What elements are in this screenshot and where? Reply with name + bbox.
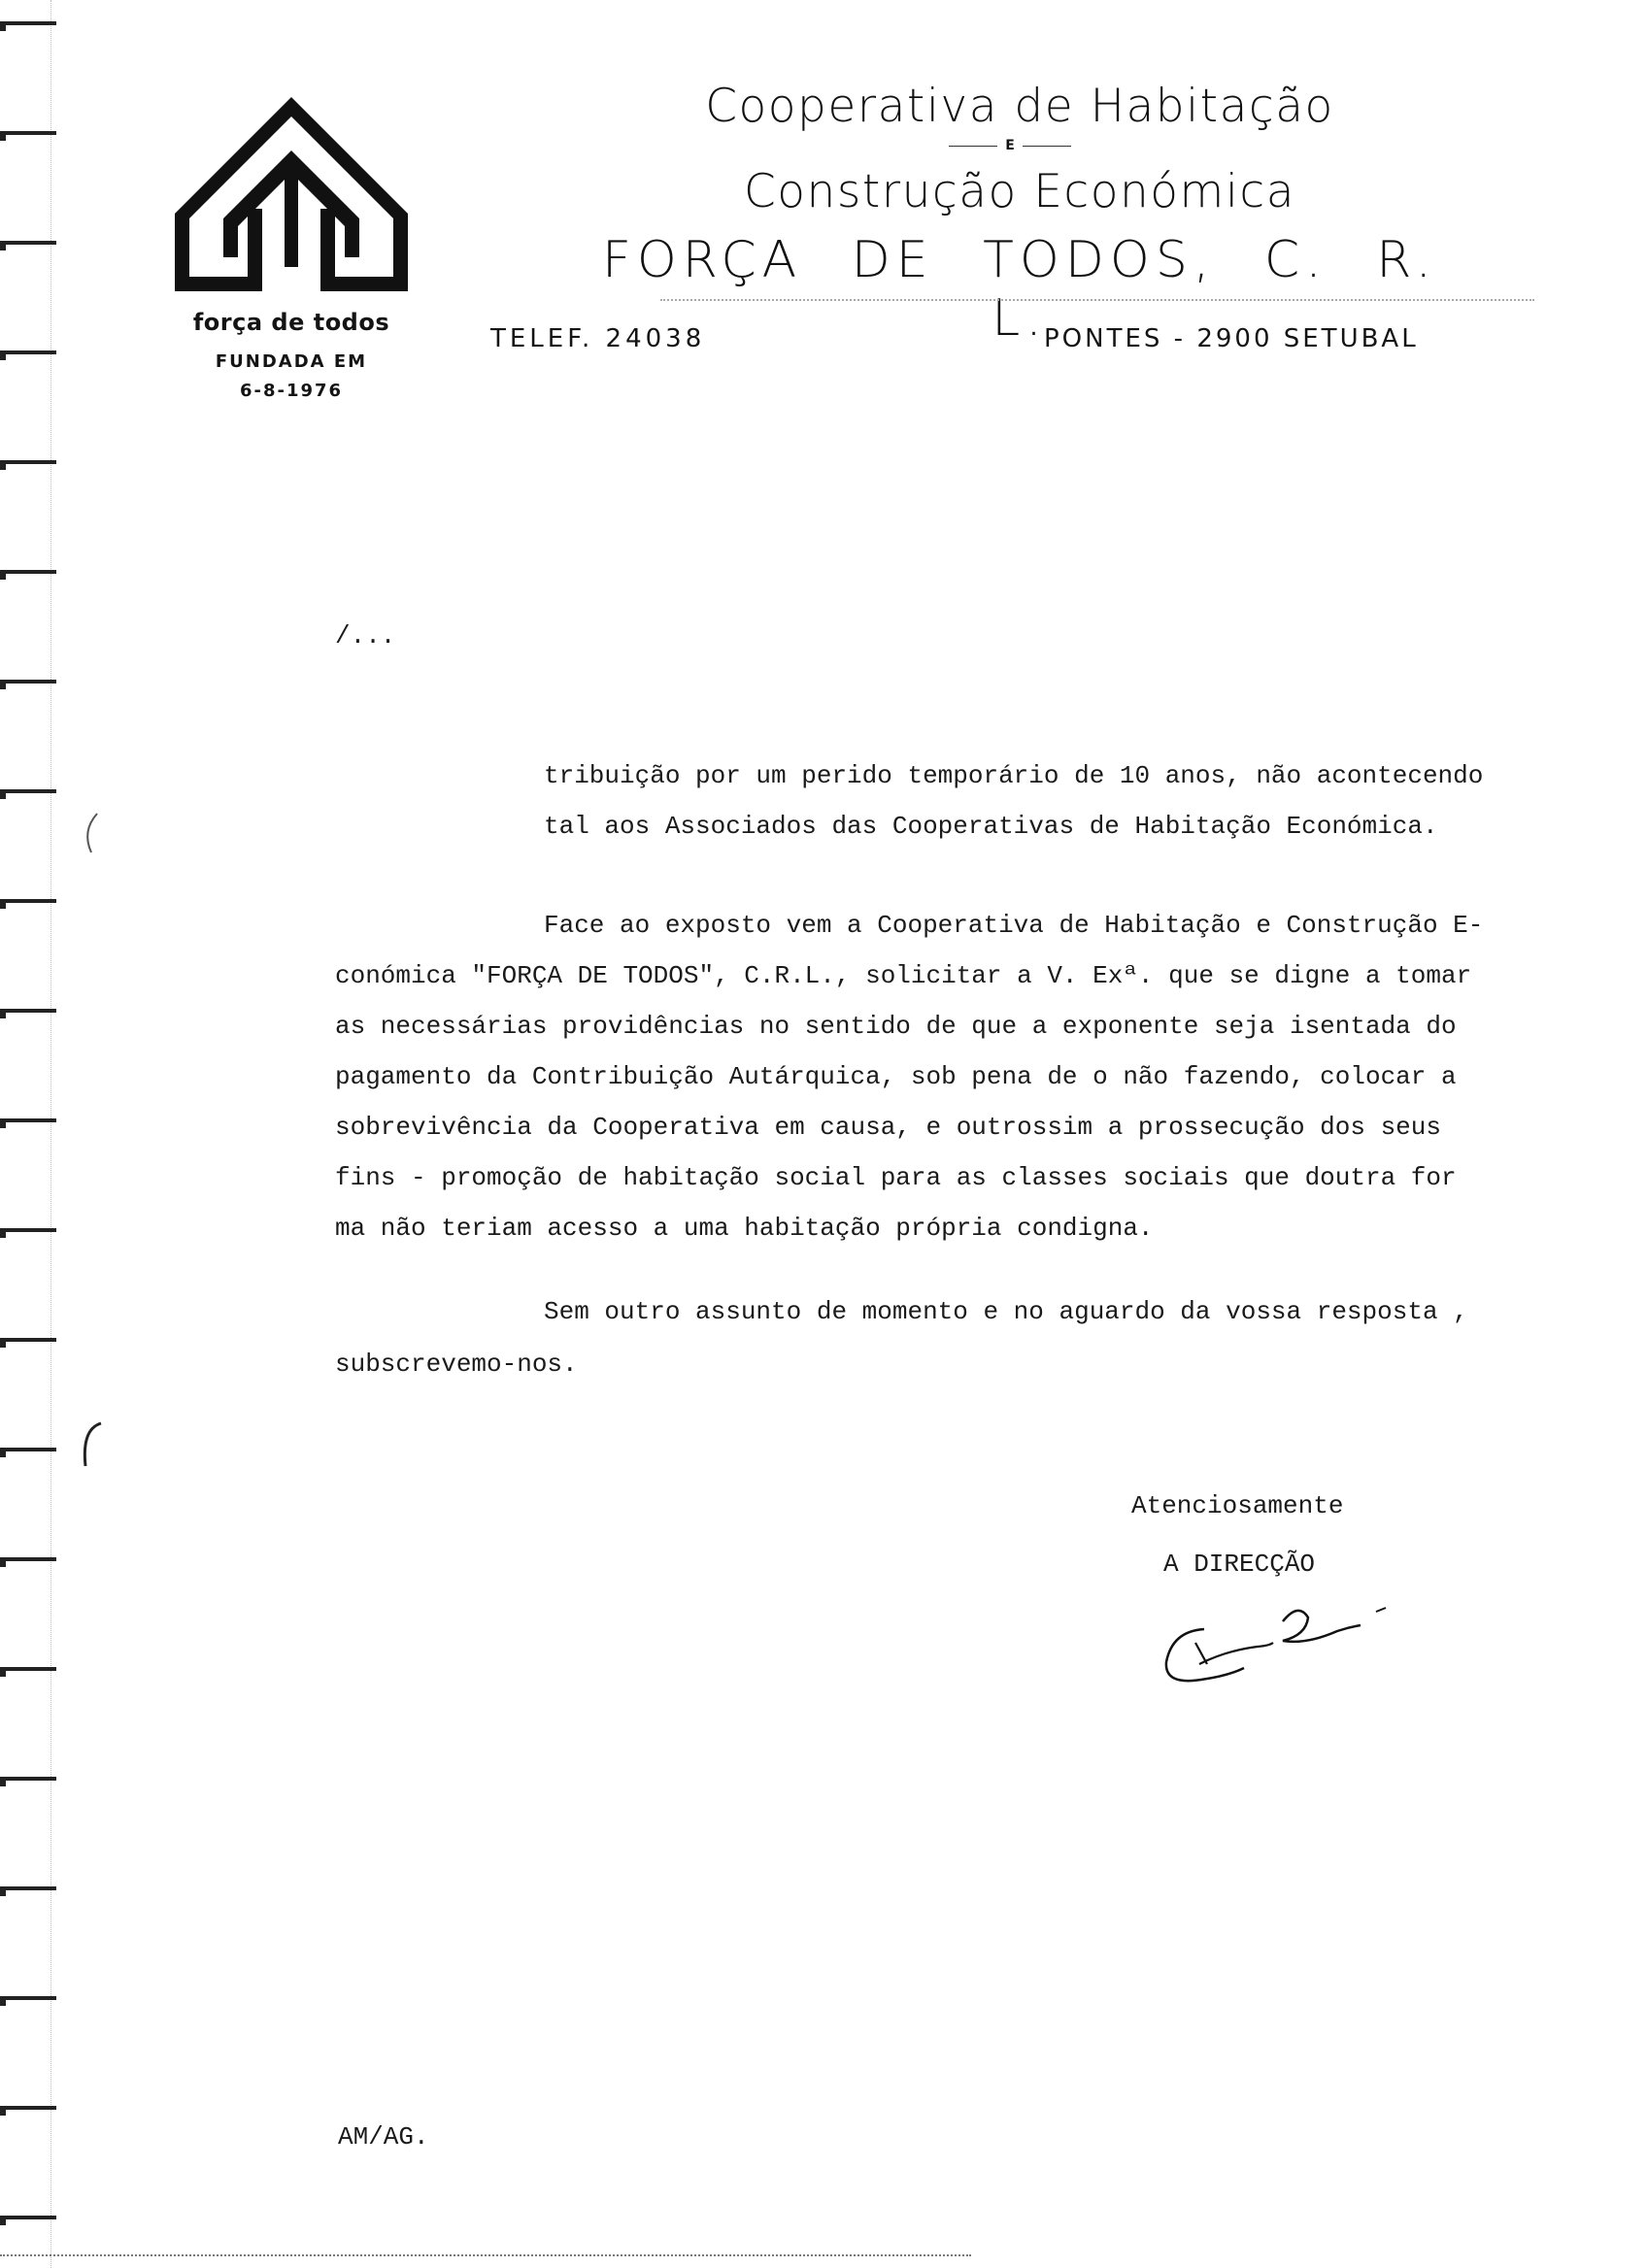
handwritten-signature (1160, 1592, 1403, 1699)
edge-mark (0, 1777, 56, 1781)
edge-dotted-line (50, 0, 51, 2268)
paragraph-2-line: ma não teriam acesso a uma habitação própria condigna. (335, 1214, 1154, 1243)
paragraph-2-line: pagamento da Contribuição Autárquica, sob pena de o não fazendo, colocar a (335, 1062, 1457, 1091)
cooperative-logo-icon (175, 92, 408, 306)
edge-mark (0, 21, 56, 25)
continuation-mark: /... (335, 621, 396, 650)
letterhead-line-1: Cooperativa de Habitação (705, 80, 1334, 133)
bottom-dotted-line (0, 2254, 971, 2256)
paragraph-2-line: fins - promoção de habitação social para as classes sociais que doutra for (335, 1163, 1457, 1192)
edge-mark (0, 1228, 56, 1232)
address: PONTES - 2900 SETUBAL (1044, 324, 1419, 353)
paragraph-2-line: Face ao exposto vem a Cooperativa de Habitação e Construção E- (544, 911, 1484, 940)
margin-mark (68, 1418, 126, 1476)
founded-date: 6-8-1976 (239, 381, 344, 401)
edge-mark (0, 1009, 56, 1013)
letterhead-rule (660, 299, 1534, 301)
founded-label: FUNDADA EM (215, 351, 368, 372)
paragraph-1-line: tal aos Associados das Cooperativas de Habitação Económica. (544, 812, 1438, 841)
edge-mark (0, 1118, 56, 1122)
edge-mark (0, 2106, 56, 2110)
edge-mark (0, 680, 56, 684)
edge-mark (0, 899, 56, 903)
edge-mark (0, 789, 56, 793)
phone-number: TELEF. 24038 (490, 324, 706, 353)
paragraph-3-line: subscrevemo-nos. (335, 1350, 578, 1379)
edge-mark (0, 1667, 56, 1671)
signatory: A DIRECÇÃO (1163, 1550, 1316, 1579)
reference-initials: AM/AG. (338, 2122, 429, 2151)
edge-mark (0, 350, 56, 354)
paragraph-3-line: Sem outro assunto de momento e no aguardo da vossa resposta , (544, 1297, 1468, 1326)
edge-mark (0, 1996, 56, 2000)
edge-mark (0, 1557, 56, 1561)
edge-mark (0, 460, 56, 464)
edge-mark (0, 241, 56, 245)
edge-mark (0, 1448, 56, 1451)
paragraph-2-line: as necessárias providências no sentido de que a exponente seja isentada do (335, 1012, 1457, 1041)
paragraph-2-line: sobrevivência da Cooperativa em causa, e outrossim a prossecução dos seus (335, 1113, 1441, 1142)
paragraph-1-line: tribuição por um perido temporário de 10 anos, não acontecendo (544, 761, 1484, 790)
logo-name: força de todos (192, 309, 390, 336)
edge-mark (0, 570, 56, 574)
letterhead-company-name: FORÇA DE TODOS, C. R. L. (601, 231, 1438, 348)
edge-mark (0, 2216, 56, 2219)
edge-mark (0, 131, 56, 135)
margin-mark (78, 806, 126, 864)
edge-mark (0, 1338, 56, 1342)
letterhead-connector: E (932, 138, 1088, 153)
edge-mark (0, 1886, 56, 1890)
letterhead-line-2: Construção Económica (743, 165, 1296, 218)
paragraph-2-line: conómica "FORÇA DE TODOS", C.R.L., solicitar a V. Exª. que se digne a tomar (335, 961, 1472, 990)
salutation: Atenciosamente (1131, 1491, 1344, 1520)
